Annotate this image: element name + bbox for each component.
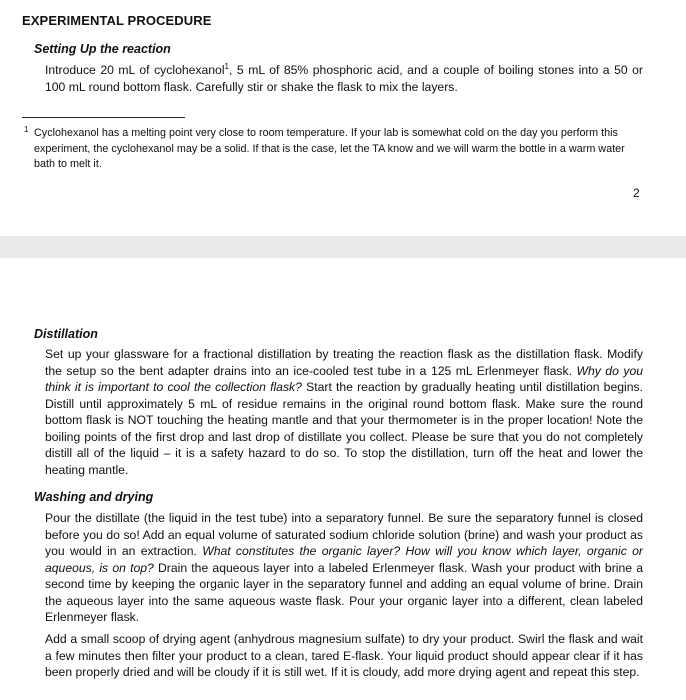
paragraph-drying: Add a small scoop of drying agent (anhydrous magnesium sulfate) to dry your product. Swirl the flask and wait a few minutes then filter your product to a clean, tared E-flask. Your liquid product should appear clear if it has been properly dried and will be cloudy if it is still wet. If it is cloudy, add more drying agent and repeat this step. <box>45 632 643 679</box>
page-number: 2 <box>633 186 640 200</box>
washing-text-b: Drain the aqueous layer into a labeled Erlenmeyer flask. Wash your product with brine a second time by keeping the organic layer in the separatory funnel and adding an equal volume of brine. Drain the aqueous layer into the same aqueous waste flask. Pour your organic layer into a different, clean labeled Erlenmeyer flask. <box>45 560 643 624</box>
footnote-reference: 1 <box>224 61 229 71</box>
page-gap <box>0 236 686 258</box>
paragraph-washing <box>45 510 643 626</box>
washing-text-a: Pour the distillate (the liquid in the test tube) into a separatory funnel. Be sure the separatory funnel is closed before you do so! Add an equal volume of saturated sodium chloride solution (brine) and wash your product as you would in an extraction. <box>45 511 643 558</box>
subheading-washing-drying: Washing and drying <box>34 490 154 504</box>
distillation-question: Why do you think it is important to cool the collection flask? <box>45 363 643 394</box>
paragraph-distillation <box>45 346 643 478</box>
paragraph-setup <box>45 62 643 95</box>
distillation-text-b: Start the reaction by gradually heating until distillation begins. Distill until approximately 5 mL of residue remains in the original round bottom flask. Make sure the round bottom flask is NOT touching the heating mantle and that your thermometer is in the proper location! Note the boiling points of the first drop and last drop of distillate you collect. Please be sure that you do not completely distill all of the liquid – it is a safety hazard to do so. To stop the distillation, turn off the heat and lower the heating mantle. <box>45 380 643 477</box>
section-heading-experimental-procedure: EXPERIMENTAL PROCEDURE <box>22 13 212 28</box>
distillation-text-a: Set up your glassware for a fractional distillation by treating the reaction flask as the distillation flask. Modify the setup so the bent adapter drains into an ice-cooled test tube in a 125 mL Erlenmeyer flask. <box>45 347 643 378</box>
footnote-mark: 1 <box>24 125 29 134</box>
document-page-2 <box>0 258 686 700</box>
document-page-1 <box>0 0 686 236</box>
setup-text-a: Introduce 20 mL of cyclohexanol <box>45 63 225 77</box>
subheading-setting-up: Setting Up the reaction <box>34 42 171 56</box>
subheading-distillation: Distillation <box>34 327 98 341</box>
footnote-separator <box>22 117 185 118</box>
setup-text-b: , 5 mL of 85% phosphoric acid, and a couple of boiling stones into a 50 or 100 mL round bottom flask. Carefully stir or shake the flask to mix the layers. <box>45 63 643 94</box>
washing-question: What constitutes the organic layer? How will you know which layer, organic or aqueous, is on top? <box>45 544 643 575</box>
footnote-text: Cyclohexanol has a melting point very close to room temperature. If your lab is somewhat cold on the day you perform this experiment, the cyclohexanol may be a solid. If that is the case, let the TA know and we will warm the bottle in a warm water bath to melt it. <box>34 127 625 170</box>
